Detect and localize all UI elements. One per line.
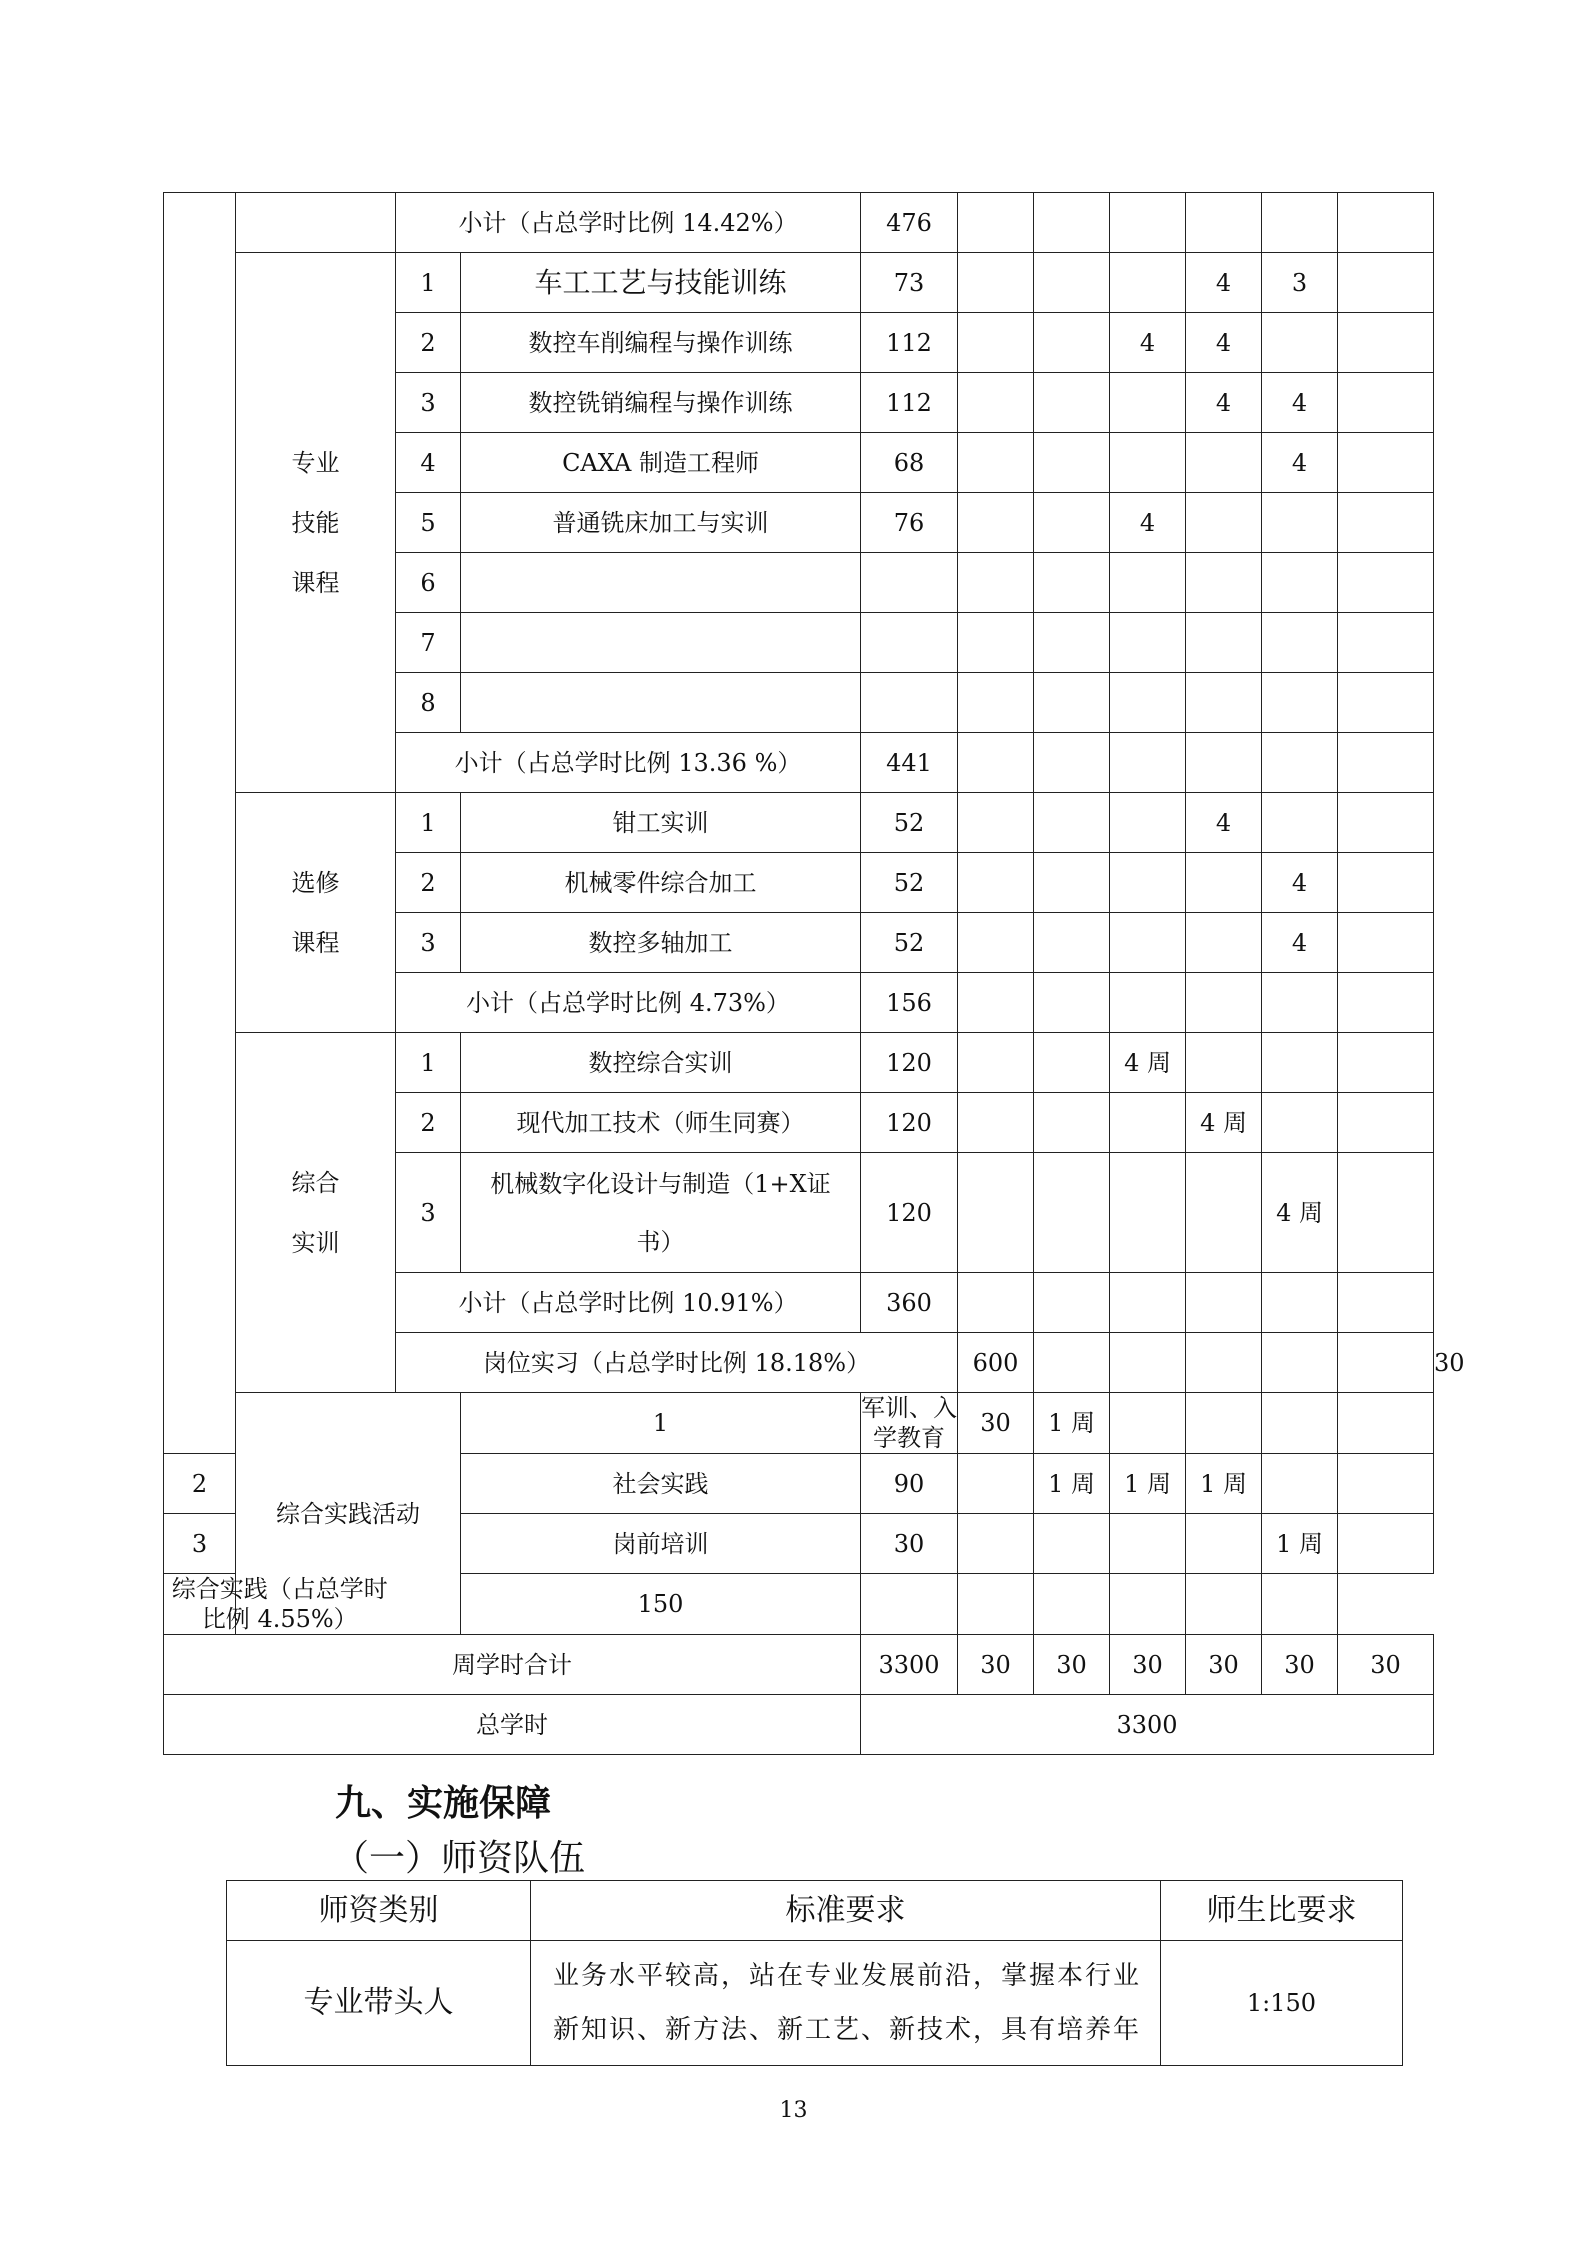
course-hours: 52 xyxy=(861,853,958,913)
semester-cell: 4 xyxy=(1110,493,1186,553)
semester-cell xyxy=(1338,1454,1434,1514)
semester-cell xyxy=(1262,313,1338,373)
row-number: 6 xyxy=(396,553,461,613)
semester-cell xyxy=(1034,853,1110,913)
course-hours xyxy=(861,673,958,733)
semester-cell xyxy=(1034,1093,1110,1153)
page-number: 13 xyxy=(779,2098,808,2123)
row-number: 3 xyxy=(396,913,461,973)
category-label: 选修 课程 xyxy=(291,868,340,957)
course-name xyxy=(461,613,861,673)
semester-cell xyxy=(1186,1033,1262,1093)
row-number: 7 xyxy=(396,613,461,673)
semester-cell xyxy=(1186,1514,1262,1574)
row-number: 2 xyxy=(396,313,461,373)
course-name: 数控综合实训 xyxy=(461,1033,861,1093)
faculty-type: 专业带头人 xyxy=(227,1941,531,2066)
subtotal-label: 小计（占总学时比例 10.91%） xyxy=(396,1273,861,1333)
course-name: 军训、入学教育 xyxy=(861,1394,958,1452)
subtotal-hours: 441 xyxy=(861,733,958,793)
course-hours: 73 xyxy=(861,253,958,313)
semester-cell: 1 周 xyxy=(1034,1454,1110,1514)
semester-cell xyxy=(1110,433,1186,493)
category-skills xyxy=(236,253,396,793)
semester-cell xyxy=(1262,1393,1338,1454)
course-hours: 30 xyxy=(861,1514,958,1574)
semester-cell xyxy=(958,253,1034,313)
semester-cell xyxy=(1338,1033,1434,1093)
faculty-requirement: 业务水平较高，站在专业发展前沿，掌握本行业新知识、新方法、新工艺、新技术，具有培养年 xyxy=(531,1941,1161,2066)
semester-cell xyxy=(1110,1393,1186,1454)
semester-cell xyxy=(1110,1514,1186,1574)
semester-cell: 4 xyxy=(1262,853,1338,913)
semester-cell xyxy=(1034,1033,1110,1093)
semester-cell xyxy=(1338,253,1434,313)
semester-cell: 4 xyxy=(1110,313,1186,373)
column-header: 师生比要求 xyxy=(1161,1881,1403,1941)
semester-cell xyxy=(1034,373,1110,433)
semester-cell xyxy=(958,493,1034,553)
semester-cell xyxy=(1110,793,1186,853)
category-elective xyxy=(236,793,396,1033)
subtotal-label: 小计（占总学时比例 4.73%） xyxy=(396,973,861,1033)
semester-cell xyxy=(1034,913,1110,973)
course-hours: 120 xyxy=(861,1153,958,1273)
semester-cell xyxy=(1034,433,1110,493)
semester-cell xyxy=(958,1454,1034,1514)
semester-cell: 4 xyxy=(1262,433,1338,493)
semester-cell: 4 xyxy=(1186,793,1262,853)
semester-cell xyxy=(1034,313,1110,373)
semester-cell xyxy=(1338,493,1434,553)
row-number: 3 xyxy=(396,1153,461,1273)
semester-cell xyxy=(1186,1393,1262,1454)
semester-cell: 4 周 xyxy=(1110,1033,1186,1093)
course-hours: 52 xyxy=(861,793,958,853)
semester-cell xyxy=(1110,913,1186,973)
table-row xyxy=(164,1393,1434,1454)
course-name: 车工工艺与技能训练 xyxy=(461,253,861,313)
semester-cell: 3 xyxy=(1262,253,1338,313)
semester-cell: 30 xyxy=(1034,1635,1110,1695)
semester-cell xyxy=(1186,433,1262,493)
course-name xyxy=(461,673,861,733)
semester-cell xyxy=(958,1033,1034,1093)
weekly-total-row xyxy=(164,1635,1434,1695)
course-hours: 112 xyxy=(861,313,958,373)
internship-hours: 600 xyxy=(958,1333,1034,1393)
semester-cell: 4 xyxy=(1186,313,1262,373)
empty-category-cell xyxy=(236,193,396,253)
semester-cell xyxy=(1034,493,1110,553)
row-number: 2 xyxy=(396,853,461,913)
semester-cell xyxy=(1338,1393,1434,1454)
semester-cell: 30 xyxy=(958,1635,1034,1695)
course-name: 机械零件综合加工 xyxy=(461,853,861,913)
weekly-total-hours: 3300 xyxy=(861,1635,958,1695)
semester-cell: 1 周 xyxy=(1262,1514,1338,1574)
subtotal-row xyxy=(164,1574,1434,1635)
internship-label: 岗位实习（占总学时比例 18.18%） xyxy=(396,1333,958,1393)
semester-cell xyxy=(958,853,1034,913)
faculty-ratio: 1:150 xyxy=(1161,1941,1403,2066)
semester-cell: 30 xyxy=(1186,1635,1262,1695)
semester-cell xyxy=(958,1093,1034,1153)
table-row xyxy=(164,793,1434,853)
course-name: 现代加工技术（师生同赛） xyxy=(461,1093,861,1153)
semester-cell xyxy=(958,373,1034,433)
course-name: 机械数字化设计与制造（1+X证书） xyxy=(461,1153,861,1273)
faculty-table xyxy=(226,1880,1403,2066)
semester-cell xyxy=(958,1514,1034,1574)
course-hours: 76 xyxy=(861,493,958,553)
table-row xyxy=(227,1941,1403,2066)
weekly-total-label: 周学时合计 xyxy=(164,1635,861,1695)
semester-cell xyxy=(958,313,1034,373)
semester-cell xyxy=(1186,1153,1262,1273)
column-header: 标准要求 xyxy=(531,1881,1161,1941)
row-number: 2 xyxy=(164,1454,236,1514)
semester-cell xyxy=(1338,1153,1434,1273)
row-number: 1 xyxy=(461,1393,861,1454)
internship-row: 岗位实习（占总学时比例 18.18%） 600 30 xyxy=(164,1333,1434,1393)
row-number: 1 xyxy=(396,1033,461,1093)
subsection-heading: （一）师资队伍 xyxy=(333,1838,586,1879)
row-number: 1 xyxy=(396,253,461,313)
subtotal-hours: 156 xyxy=(861,973,958,1033)
semester-cell: 30 xyxy=(1110,1635,1186,1695)
course-name: 钳工实训 xyxy=(461,793,861,853)
total-hours-label: 总学时 xyxy=(164,1695,861,1755)
course-name: 数控车削编程与操作训练 xyxy=(461,313,861,373)
semester-cell xyxy=(1034,253,1110,313)
semester-cell xyxy=(958,793,1034,853)
semester-cell xyxy=(1110,853,1186,913)
subtotal-label: 小计（占总学时比例 13.36 %） xyxy=(396,733,861,793)
semester-cell xyxy=(1338,913,1434,973)
course-name: 社会实践 xyxy=(461,1454,861,1514)
course-hours: 120 xyxy=(861,1033,958,1093)
semester-cell xyxy=(1338,1514,1434,1574)
course-name: CAXA 制造工程师 xyxy=(461,433,861,493)
category-label: 综合 实训 xyxy=(291,1168,340,1257)
course-name: 数控铣销编程与操作训练 xyxy=(461,373,861,433)
course-hours: 112 xyxy=(861,373,958,433)
course-name xyxy=(461,553,861,613)
subtotal-hours: 476 xyxy=(861,193,958,253)
semester-cell xyxy=(1110,1093,1186,1153)
semester-cell xyxy=(1110,373,1186,433)
semester-cell xyxy=(1262,1454,1338,1514)
semester-cell xyxy=(1262,793,1338,853)
semester-cell xyxy=(1338,793,1434,853)
semester-cell: 4 xyxy=(1186,253,1262,313)
semester-cell xyxy=(1338,433,1434,493)
semester-cell xyxy=(1186,853,1262,913)
teaching-schedule-table xyxy=(163,192,1465,1755)
row-number: 3 xyxy=(164,1514,236,1574)
semester-cell: 4 周 xyxy=(1262,1153,1338,1273)
semester-cell xyxy=(1262,1093,1338,1153)
semester-cell xyxy=(1262,493,1338,553)
semester-cell: 1 周 xyxy=(1186,1454,1262,1514)
semester-cell xyxy=(958,1153,1034,1273)
semester-cell xyxy=(1338,853,1434,913)
semester-cell: 4 xyxy=(1262,373,1338,433)
category-practice: 综合实践活动 xyxy=(236,1393,461,1635)
subtotal-hours: 360 xyxy=(861,1273,958,1333)
row-number: 5 xyxy=(396,493,461,553)
semester-cell xyxy=(1034,793,1110,853)
course-name: 岗前培训 xyxy=(461,1514,861,1574)
course-hours: 30 xyxy=(958,1393,1034,1454)
semester-cell xyxy=(1110,1153,1186,1273)
total-hours-value: 3300 xyxy=(861,1695,1434,1755)
course-hours: 52 xyxy=(861,913,958,973)
semester-cell xyxy=(1186,913,1262,973)
course-hours xyxy=(861,613,958,673)
course-hours xyxy=(861,553,958,613)
section-heading: 九、实施保障 xyxy=(335,1783,552,1824)
semester-cell xyxy=(1338,1093,1434,1153)
subtotal-label: 综合实践（占总学时比例 4.55%） xyxy=(164,1574,396,1635)
semester-cell: 4 周 xyxy=(1186,1093,1262,1153)
column-header: 师资类别 xyxy=(227,1881,531,1941)
subtotal-label: 小计（占总学时比例 14.42%） xyxy=(396,193,861,253)
semester-cell xyxy=(1034,1514,1110,1574)
semester-cell: 1 周 xyxy=(1110,1454,1186,1514)
semester-cell xyxy=(1110,253,1186,313)
course-name: 普通铣床加工与实训 xyxy=(461,493,861,553)
semester-cell xyxy=(958,433,1034,493)
table-row xyxy=(164,253,1434,313)
table-row xyxy=(164,1033,1434,1093)
semester-cell xyxy=(958,913,1034,973)
semester-cell: 30 xyxy=(1262,1635,1338,1695)
prof-subtotal-row xyxy=(164,193,1434,253)
category-training xyxy=(236,1033,396,1393)
outer-category-cell xyxy=(164,193,236,1454)
course-hours: 68 xyxy=(861,433,958,493)
row-number: 1 xyxy=(396,793,461,853)
semester-cell: 4 xyxy=(1262,913,1338,973)
faculty-header-row xyxy=(227,1881,1403,1941)
total-hours-row xyxy=(164,1695,1434,1755)
semester-cell xyxy=(1262,1033,1338,1093)
row-number: 4 xyxy=(396,433,461,493)
semester-cell: 4 xyxy=(1186,373,1262,433)
row-number: 8 xyxy=(396,673,461,733)
semester-cell: 30 xyxy=(1338,1635,1434,1695)
course-name: 数控多轴加工 xyxy=(461,913,861,973)
semester-cell xyxy=(1338,313,1434,373)
semester-cell xyxy=(1338,373,1434,433)
category-label: 专业 技能 课程 xyxy=(291,448,340,597)
semester-cell xyxy=(1034,1153,1110,1273)
subtotal-hours: 150 xyxy=(461,1574,861,1635)
row-number: 2 xyxy=(396,1093,461,1153)
row-number: 3 xyxy=(396,373,461,433)
semester-cell: 1 周 xyxy=(1034,1393,1110,1454)
course-hours: 90 xyxy=(861,1454,958,1514)
semester-cell xyxy=(1186,493,1262,553)
course-hours: 120 xyxy=(861,1093,958,1153)
